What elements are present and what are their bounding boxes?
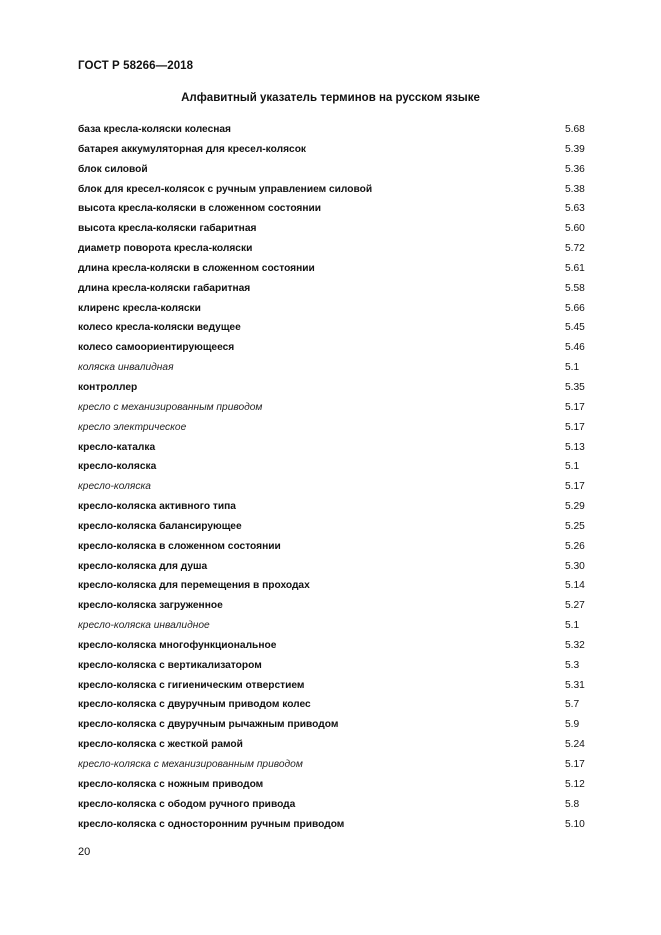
index-reference: 5.39 [565, 143, 585, 155]
index-term: кресло-коляска с жесткой рамой [78, 739, 243, 751]
index-term: база кресла-коляски колесная [78, 124, 231, 135]
index-reference: 5.30 [565, 560, 585, 572]
document-code: ГОСТ Р 58266—2018 [78, 60, 194, 72]
index-reference: 5.17 [565, 759, 585, 770]
index-term: блок силовой [78, 163, 148, 175]
index-reference: 5.58 [565, 282, 585, 294]
index-entry [78, 616, 598, 636]
index-reference: 5.17 [565, 421, 585, 433]
index-reference: 5.35 [565, 381, 585, 393]
index-entry [78, 497, 598, 517]
index-reference: 5.10 [565, 818, 585, 830]
index-term: кресло-коляска с двуручным рычажным приводом [78, 719, 339, 731]
index-reference: 5.29 [565, 501, 585, 513]
index-term: блок для кресел-колясок с ручным управлением силовой [78, 183, 373, 195]
index-entry [78, 636, 598, 656]
index-reference: 5.66 [565, 302, 585, 314]
index-entry [78, 219, 598, 239]
index-term: клиренс кресла-коляски [78, 302, 201, 314]
index-entry [78, 318, 598, 338]
index-term: высота кресла-коляски в сложенном состоянии [78, 203, 322, 215]
index-title: Алфавитный указатель терминов на русском языке [181, 92, 480, 104]
index-reference: 5.1 [565, 362, 580, 374]
index-entry [78, 398, 598, 418]
index-reference: 5.68 [565, 124, 585, 135]
index-reference: 5.13 [565, 441, 585, 453]
index-entry [78, 557, 598, 577]
index-term: контроллер [78, 381, 138, 393]
index-reference: 5.12 [565, 778, 585, 790]
index-reference: 5.26 [565, 540, 585, 552]
index-reference: 5.45 [565, 322, 585, 334]
index-reference: 5.63 [565, 203, 585, 215]
index-term: колесо самоориентирующееся [78, 342, 235, 354]
index-reference: 5.46 [565, 342, 585, 354]
index-entry [78, 695, 598, 715]
index-reference: 5.9 [565, 719, 580, 731]
index-entry [78, 576, 598, 596]
index-entry [78, 755, 598, 775]
page-number: 20 [78, 846, 91, 858]
index-term: кресло-коляска [78, 461, 157, 473]
index-entry [78, 160, 598, 180]
index-term: высота кресла-коляски габаритная [78, 223, 257, 235]
index-reference: 5.31 [565, 679, 585, 691]
index-term: кресло-коляска с ободом ручного привода [78, 798, 296, 810]
index-reference: 5.1 [565, 461, 580, 473]
index-entry [78, 199, 598, 219]
index-entry [78, 239, 598, 259]
index-reference: 5.8 [565, 798, 580, 810]
index-reference: 5.17 [565, 481, 585, 493]
index-reference: 5.27 [565, 600, 585, 612]
index-entry [78, 338, 598, 358]
index-term: кресло-коляска с гигиеническим отверстием [78, 679, 305, 691]
index-term: кресло-коляска с ножным приводом [78, 778, 264, 790]
index-term: кресло-коляска многофункциональное [78, 639, 277, 651]
index-entry [78, 378, 598, 398]
index-term: кресло-коляска с вертикализатором [78, 659, 262, 671]
index-entry [78, 656, 598, 676]
index-reference: 5.60 [565, 223, 585, 235]
index-entry [78, 537, 598, 557]
index-term: кресло с механизированным приводом [78, 401, 263, 413]
index-entry [78, 279, 598, 299]
index-reference: 5.7 [565, 699, 580, 711]
index-term: кресло-коляска инвалидное [78, 620, 210, 632]
index-entry [78, 438, 598, 458]
index-term: длина кресла-коляски габаритная [78, 282, 251, 294]
index-reference: 5.32 [565, 639, 585, 651]
index-term: кресло-коляска с механизированным приводом [78, 759, 303, 770]
index-term: кресло-коляска балансирующее [78, 520, 242, 532]
index-term: кресло-коляска для душа [78, 560, 208, 572]
index-reference: 5.61 [565, 262, 585, 274]
index-entry [78, 715, 598, 735]
index-entry [78, 259, 598, 279]
index-entry [78, 795, 598, 815]
index-term: длина кресла-коляски в сложенном состоянии [78, 262, 315, 274]
index-entry [78, 676, 598, 696]
index-term: кресло-коляска [78, 481, 151, 493]
index-term: кресло-коляска загруженное [78, 600, 223, 612]
index-entry [78, 775, 598, 795]
index-entry [78, 457, 598, 477]
index-reference: 5.14 [565, 580, 585, 592]
index-entry [78, 735, 598, 755]
index-reference: 5.17 [565, 401, 585, 413]
index-term: кресло-коляска с односторонним ручным приводом [78, 818, 345, 830]
index-reference: 5.3 [565, 659, 580, 671]
index-term: кресло-коляска с двуручным приводом колес [78, 699, 311, 711]
index-entry [78, 299, 598, 319]
index-reference: 5.38 [565, 183, 585, 195]
index-reference: 5.72 [565, 243, 585, 255]
index-entry [78, 140, 598, 160]
index-entry [78, 180, 598, 200]
index-entry [78, 418, 598, 438]
index-entry [78, 596, 598, 616]
index-reference: 5.36 [565, 163, 585, 175]
term-index-list [78, 120, 598, 834]
index-entry [78, 517, 598, 537]
index-term: коляска инвалидная [78, 362, 174, 374]
index-entry [78, 477, 598, 497]
index-term: кресло-коляска в сложенном состоянии [78, 540, 281, 552]
index-term: колесо кресла-коляски ведущее [78, 322, 241, 334]
index-term: кресло-каталка [78, 441, 156, 453]
index-entry [78, 358, 598, 378]
index-reference: 5.24 [565, 739, 585, 751]
index-entry [78, 120, 598, 140]
index-term: диаметр поворота кресла-коляски [78, 243, 253, 255]
index-entry [78, 815, 598, 835]
index-term: кресло-коляска активного типа [78, 501, 236, 513]
index-term: батарея аккумуляторная для кресел-колясок [78, 143, 307, 155]
index-term: кресло-коляска для перемещения в проходах [78, 580, 310, 592]
index-term: кресло электрическое [78, 421, 187, 433]
index-reference: 5.1 [565, 620, 580, 632]
index-reference: 5.25 [565, 520, 585, 532]
